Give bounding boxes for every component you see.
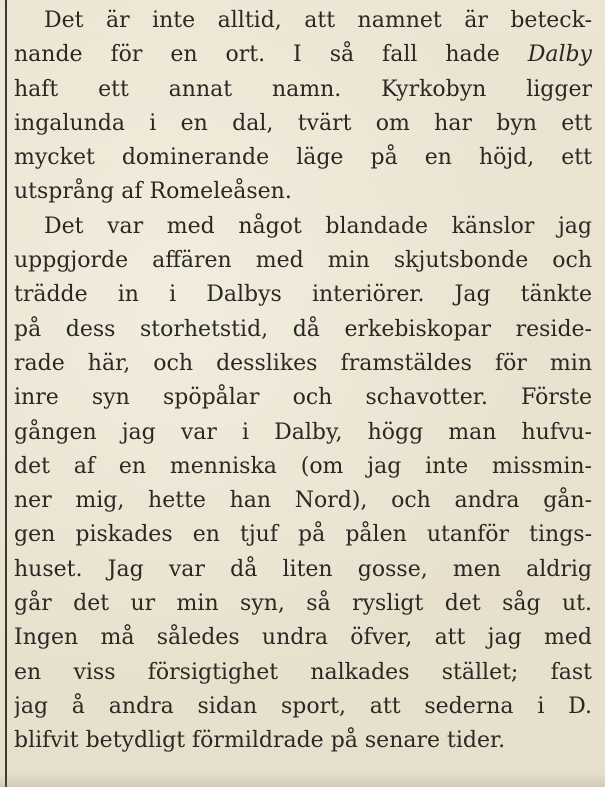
text-line: ingalunda i en dal, tvärt om har byn ett xyxy=(14,110,592,136)
text-line: nande för en ort. I så fall hade Dalby xyxy=(14,42,592,68)
paragraph-1 xyxy=(14,4,592,210)
text-line: gen piskades en tjuf på pålen utanför tings- xyxy=(14,522,592,548)
text-line: gången jag var i Dalby, högg man hufvu- xyxy=(14,419,592,445)
text-line: Ingen må således undra öfver, att jag med xyxy=(14,625,592,651)
text-line: utsprång af Romeleåsen. xyxy=(14,179,292,205)
paragraph-2 xyxy=(14,210,592,759)
text-line: mycket dominerande läge på en höjd, ett xyxy=(14,145,592,171)
text-line: haft ett annat namn. Kyrkobyn ligger xyxy=(14,76,592,102)
text-line: trädde in i Dalbys interiörer. Jag tänkte xyxy=(14,282,592,308)
italic-word: Dalby xyxy=(527,42,592,68)
page-edge-shadow xyxy=(0,773,605,787)
text-line: går det ur min syn, så rysligt det såg ut. xyxy=(14,591,592,617)
text-line: en viss försigtighet nalkades stället; fast xyxy=(14,659,592,685)
text-line: det af en menniska (om jag inte missmin- xyxy=(14,453,592,479)
text-line: Det är inte alltid, att namnet är beteck- xyxy=(44,8,592,33)
text-line: inre syn spöpålar och schavotter. Förste xyxy=(14,385,592,411)
text-line: rade här, och desslikes framstäldes för min xyxy=(14,350,592,376)
text-line: blifvit betydligt förmildrade på senare tider. xyxy=(14,728,506,754)
text-line: ner mig, hette han Nord), och andra gån- xyxy=(14,488,592,514)
column-rule xyxy=(5,0,7,787)
text-line: på dess storhetstid, då erkebiskopar reside- xyxy=(14,316,592,342)
text-line: Det var med något blandade känslor jag xyxy=(44,213,592,239)
text-line: huset. Jag var då liten gosse, men aldrig xyxy=(14,556,592,582)
article-column xyxy=(14,4,592,759)
text-line: jag å andra sidan sport, att sederna i D. xyxy=(14,693,592,719)
text-line: uppgjorde affären med min skjutsbonde och xyxy=(14,248,592,274)
